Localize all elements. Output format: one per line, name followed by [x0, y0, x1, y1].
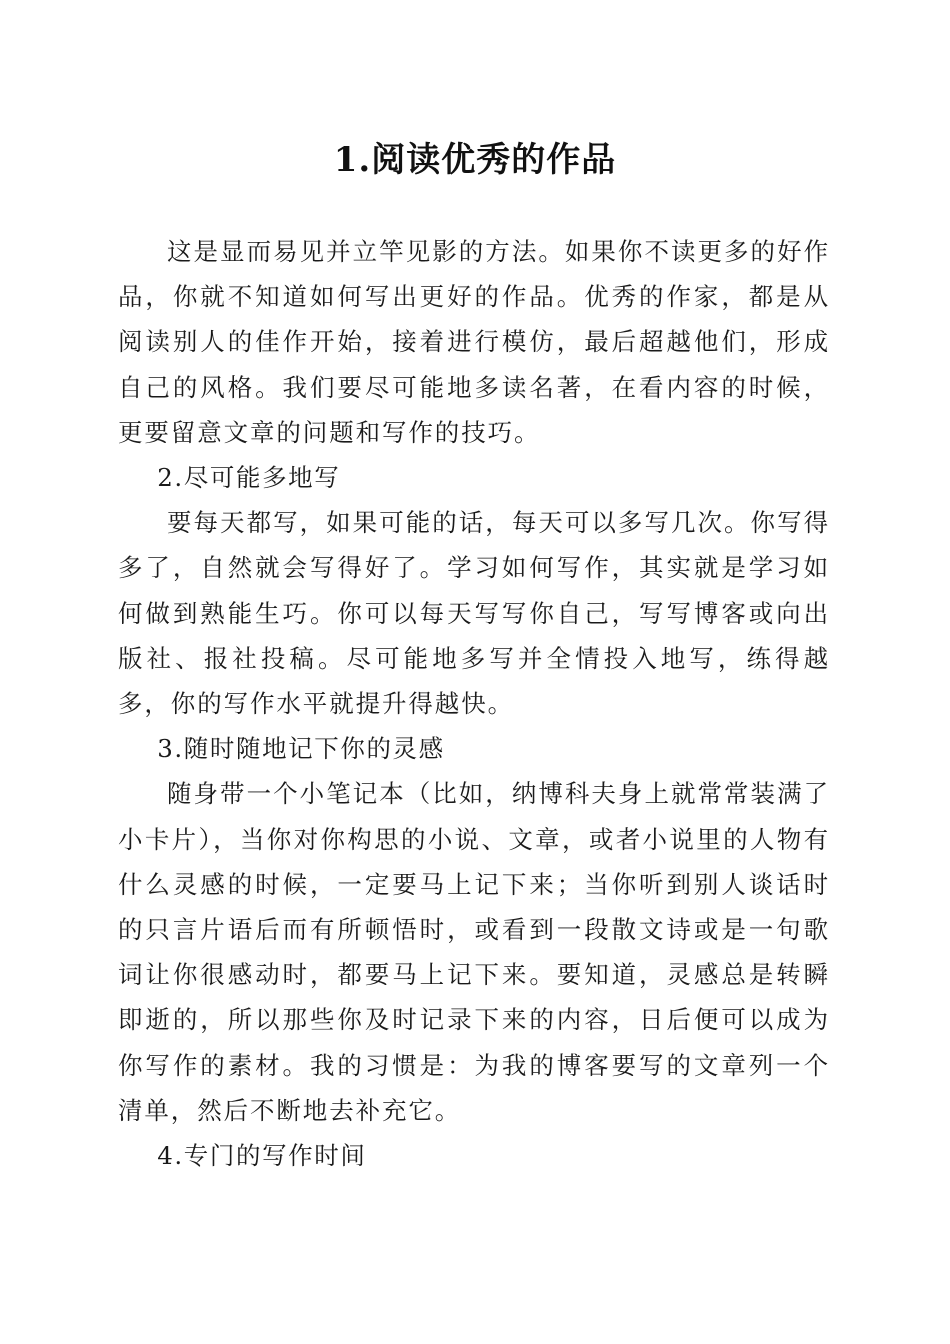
paragraph-reading: 这是显而易见并立竿见影的方法。如果你不读更多的好作品，你就不知道如何写出更好的作品。优秀的作家，都是从阅读别人的佳作开始，接着进行模仿，最后超越他们，形成自己的风格。我们要尽可能地多读名著，在看内容的时候，更要留意文章的问题和写作的技巧。 [118, 237, 830, 447]
heading-record-inspiration: 3.随时随地记下你的灵感 [157, 734, 445, 764]
heading-writing-time: 4.专门的写作时间 [157, 1141, 367, 1171]
document-body [118, 229, 830, 1178]
heading-write-more: 2.尽可能多地写 [157, 463, 341, 493]
document-title: 1.阅读优秀的作品 [333, 140, 617, 180]
paragraph-write-more: 要每天都写，如果可能的话，每天可以多写几次。你写得多了，自然就会写得好了。学习如何写作，其实就是学习如何做到熟能生巧。你可以每天写写你自己，写写博客或向出版社、报社投稿。尽可能地多写并全情投入地写，练得越多，你的写作水平就提升得越快。 [118, 508, 830, 719]
paragraph-record-inspiration: 随身带一个小笔记本（比如，纳博科夫身上就常常装满了小卡片），当你对你构思的小说、文章，或者小说里的人物有什么灵感的时候，一定要马上记下来；当你听到别人谈话时的只言片语后而有所顿悟时，或看到一段散文诗或是一句歌词让你很感动时，都要马上记下来。要知道，灵感总是转瞬即逝的，所以那些你及时记录下来的内容，日后便可以成为你写作的素材。我的习惯是：为我的博客要写的文章列一个清单，然后不断地去补充它。 [118, 779, 830, 1125]
